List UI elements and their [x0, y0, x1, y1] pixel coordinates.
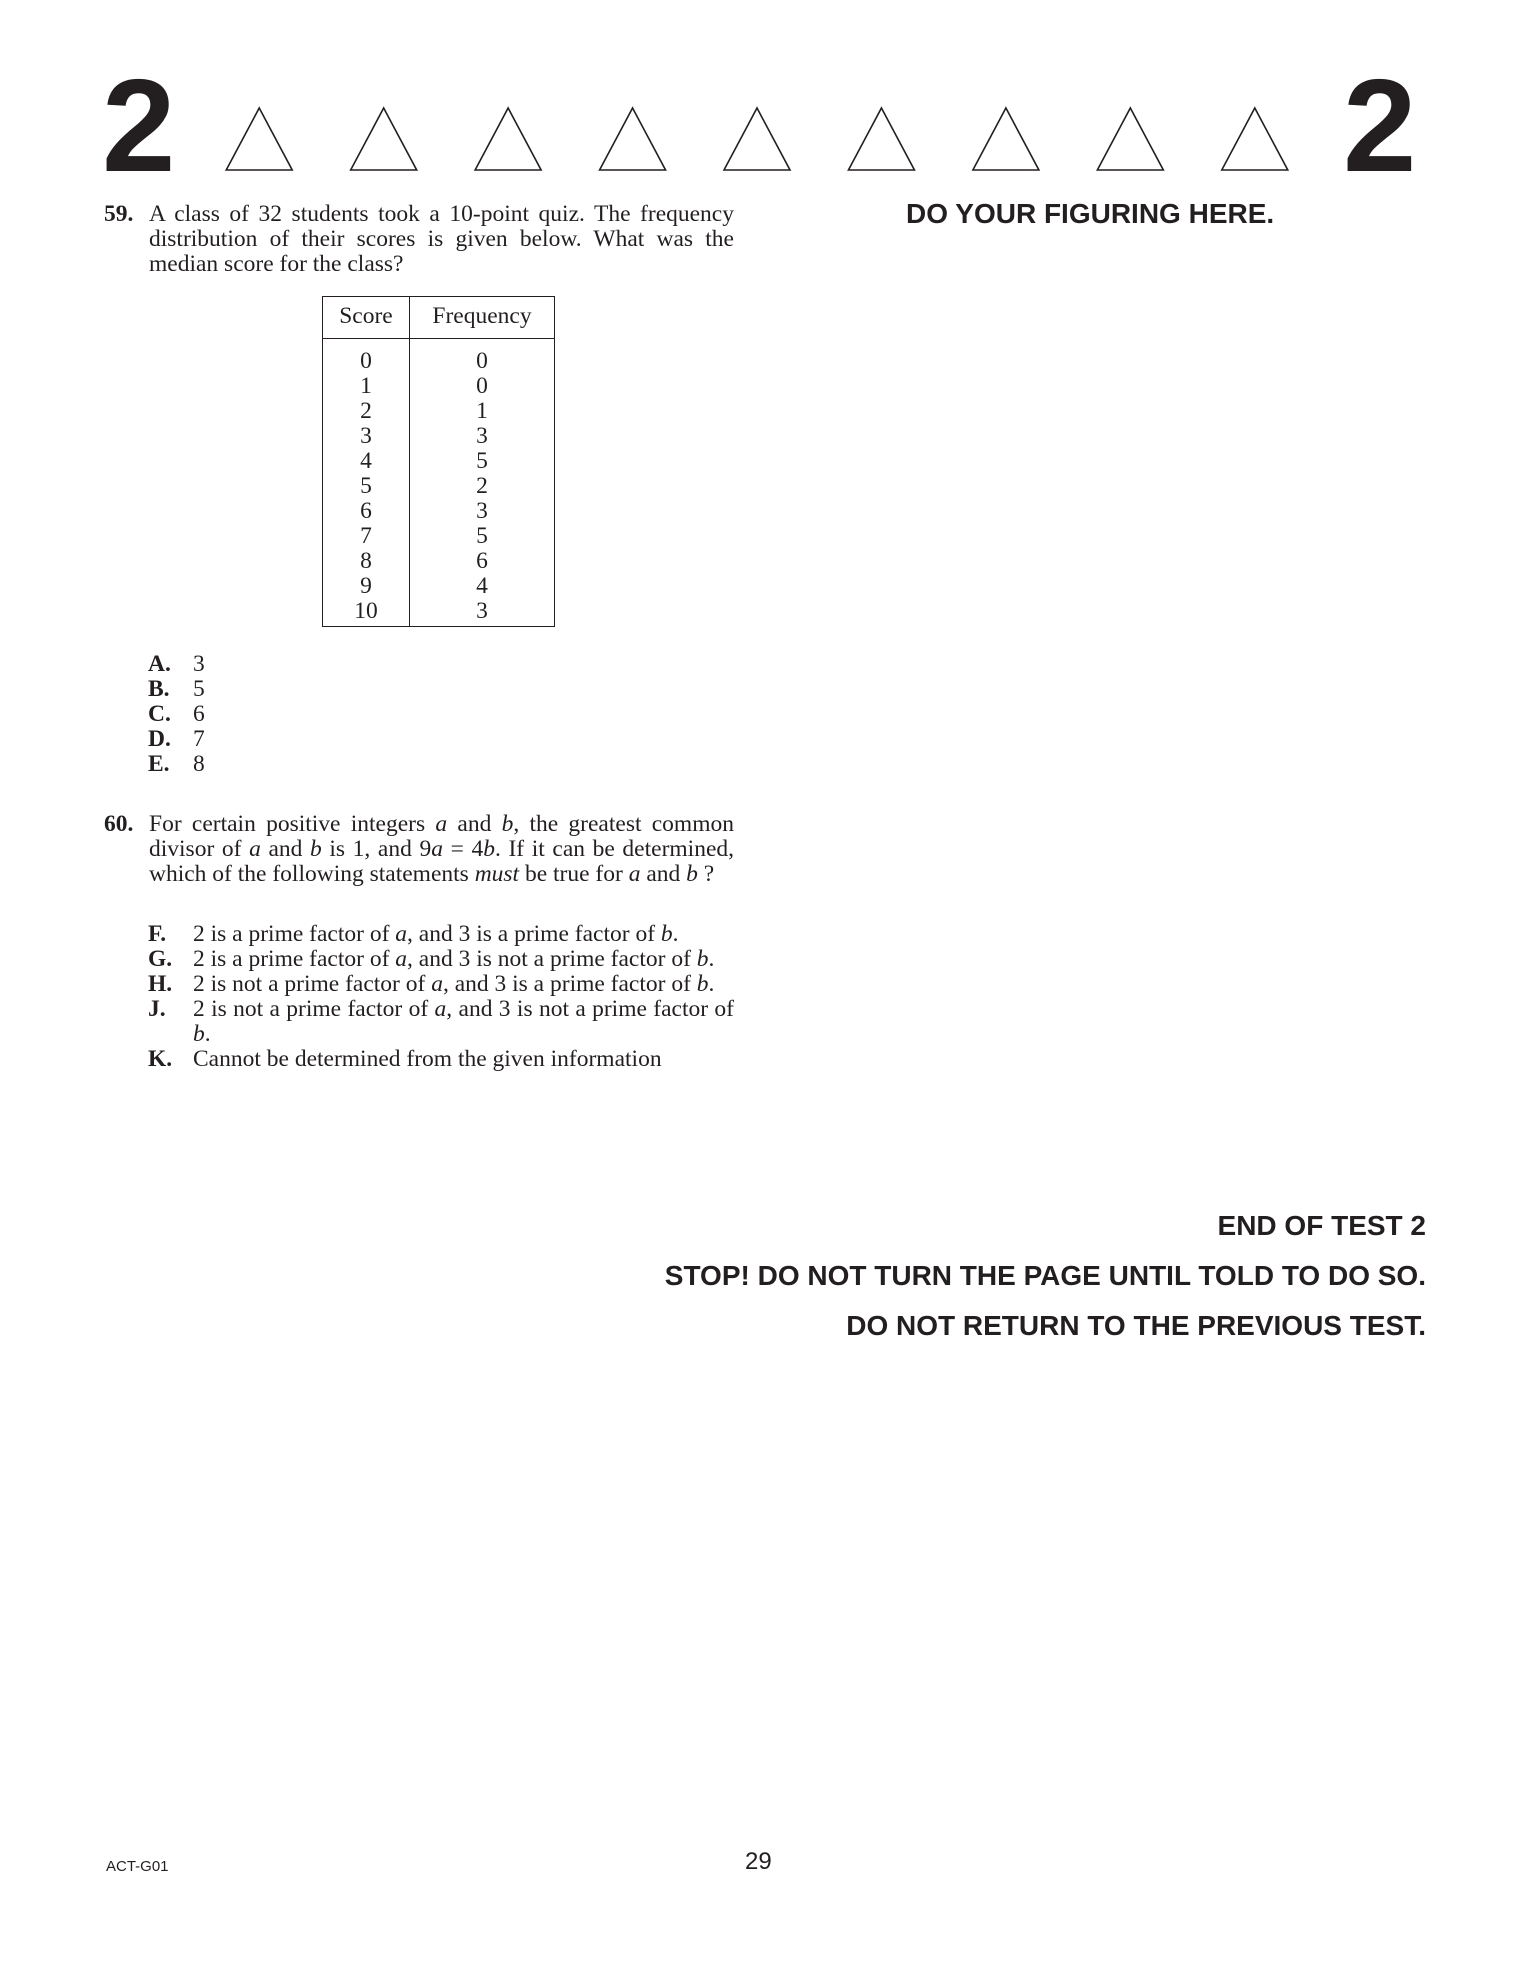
- choice-a[interactable]: [148, 652, 205, 677]
- triangle-outline-icon: [973, 108, 1039, 170]
- frequency-cell: 4: [476, 573, 488, 599]
- question-stem: For certain positive integers a and b, the greatest common divisor of a and b is 1, and 9a = 4b. If it can be determined, which of the following statements must be true for a and b ?: [149, 811, 735, 887]
- choice-letter: C.: [148, 701, 171, 727]
- form-code: ACT-G01: [106, 1858, 169, 1875]
- choice-letter: G.: [148, 946, 173, 972]
- choice-text: 3: [193, 651, 205, 677]
- question-59: [104, 202, 734, 277]
- choice-letter: D.: [148, 726, 171, 752]
- score-cell: 0: [360, 348, 372, 374]
- frequency-cell: 3: [476, 423, 488, 449]
- score-cell: 8: [360, 548, 372, 574]
- frequency-cell: 5: [476, 523, 488, 549]
- score-cell: 5: [360, 473, 372, 499]
- choice-letter: J.: [148, 996, 166, 1022]
- triangle-outline-icon: [351, 108, 417, 170]
- do-not-return-notice: DO NOT RETURN TO THE PREVIOUS TEST.: [846, 1310, 1426, 1341]
- question-number: 60.: [104, 811, 134, 837]
- choice-text: 5: [193, 676, 205, 702]
- triangle-outline-icon: [475, 108, 541, 170]
- score-cell: 2: [360, 398, 372, 424]
- choice-f[interactable]: F. 2 is a prime factor of a, and 3 is a prime factor of b.: [148, 921, 679, 947]
- frequency-cell: 3: [476, 598, 488, 624]
- frequency-column: [410, 339, 555, 627]
- triangle-outline-icon: [1097, 108, 1163, 170]
- q59-choices: [148, 652, 205, 777]
- choice-c[interactable]: [148, 702, 205, 727]
- question-number: 59.: [104, 201, 134, 227]
- choice-letter: E.: [148, 751, 170, 777]
- score-cell: 3: [360, 423, 372, 449]
- choice-d[interactable]: [148, 727, 205, 752]
- choice-h[interactable]: H. 2 is not a prime factor of a, and 3 is a prime factor of b.: [148, 971, 715, 997]
- frequency-cell: 2: [476, 473, 488, 499]
- choice-text: 7: [193, 726, 205, 752]
- choice-e[interactable]: [148, 752, 205, 777]
- table-header-score: Score: [323, 297, 410, 339]
- score-cell: 7: [360, 523, 372, 549]
- choice-g[interactable]: G. 2 is a prime factor of a, and 3 is not a prime factor of b.: [148, 946, 715, 972]
- frequency-cell: 6: [476, 548, 488, 574]
- score-column: [323, 339, 410, 627]
- frequency-table: [322, 296, 555, 627]
- choice-text: 6: [193, 701, 205, 727]
- page-number: 29: [745, 1848, 772, 1875]
- frequency-cell: 3: [476, 498, 488, 524]
- end-of-test-label: END OF TEST 2: [1217, 1210, 1426, 1241]
- choice-k[interactable]: K. Cannot be determined from the given information: [148, 1046, 662, 1072]
- choice-letter: A.: [148, 651, 171, 677]
- question-stem: A class of 32 students took a 10-point quiz. The frequency distribution of their scores is given below. What was the median score for the class?: [149, 201, 734, 277]
- stop-notice: STOP! DO NOT TURN THE PAGE UNTIL TOLD TO DO SO.: [664, 1260, 1426, 1291]
- triangle-outline-icon: [724, 108, 790, 170]
- triangle-row: [205, 104, 1325, 174]
- choice-j[interactable]: J. 2 is not a prime factor of a, and 3 is not a prime factor of b.: [148, 996, 734, 1047]
- frequency-cell: 0: [476, 348, 488, 374]
- score-cell: 6: [360, 498, 372, 524]
- score-cell: 10: [354, 598, 378, 624]
- choice-b[interactable]: [148, 677, 205, 702]
- question-60: [104, 812, 734, 887]
- choice-letter: B.: [148, 676, 170, 702]
- triangle-outline-icon: [1222, 108, 1288, 170]
- score-cell: 9: [360, 573, 372, 599]
- section-number-right: 2: [1343, 52, 1415, 199]
- section-number-left: 2: [102, 52, 174, 199]
- frequency-cell: 5: [476, 448, 488, 474]
- choice-letter: K.: [148, 1046, 173, 1072]
- triangle-outline-icon: [600, 108, 666, 170]
- choice-text: 8: [193, 751, 205, 777]
- table-header-frequency: Frequency: [410, 297, 555, 339]
- figuring-label: DO YOUR FIGURING HERE.: [906, 198, 1275, 229]
- q60-choices: [148, 922, 734, 1072]
- choice-letter: H.: [148, 971, 173, 997]
- frequency-cell: 0: [476, 373, 488, 399]
- score-cell: 1: [360, 373, 372, 399]
- frequency-cell: 1: [476, 398, 488, 424]
- triangle-outline-icon: [848, 108, 914, 170]
- score-cell: 4: [360, 448, 372, 474]
- triangle-outline-icon: [226, 108, 292, 170]
- choice-letter: F.: [148, 921, 167, 947]
